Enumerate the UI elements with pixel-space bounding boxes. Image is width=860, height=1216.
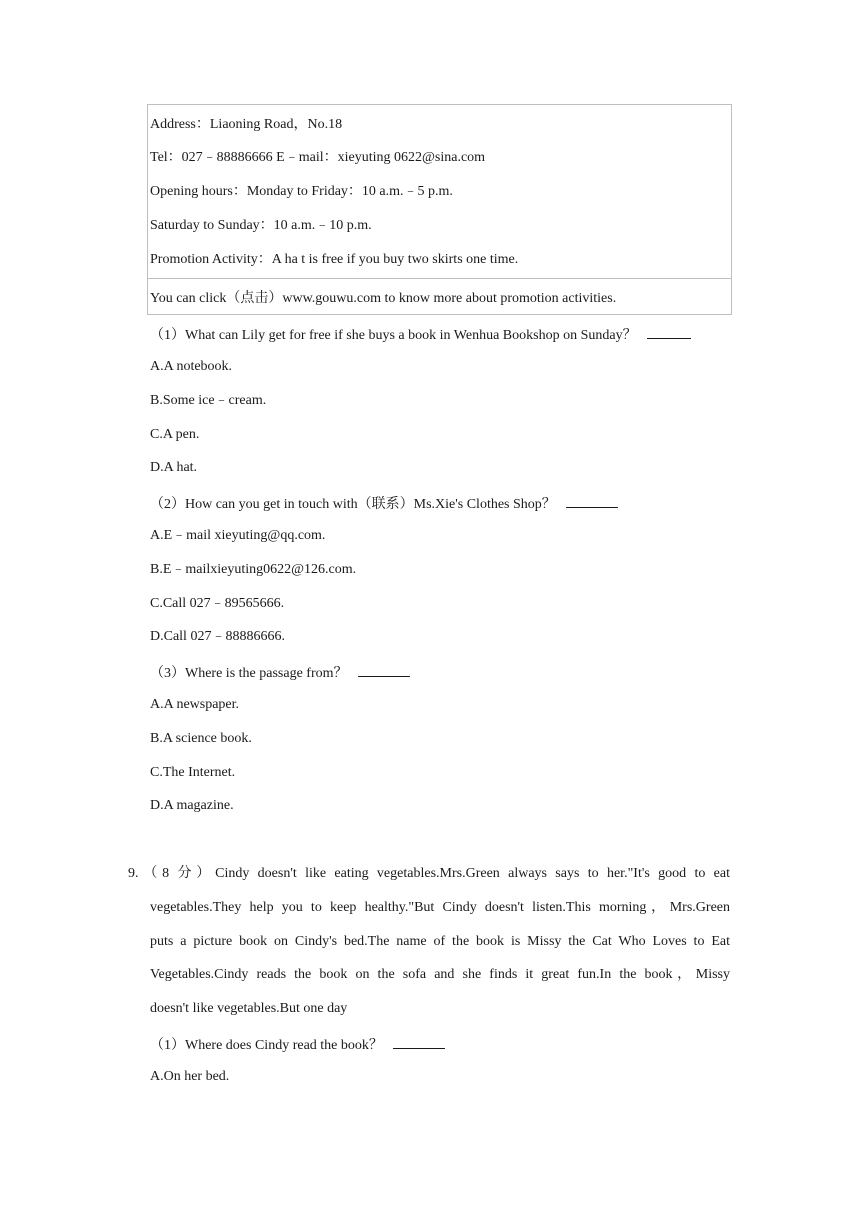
question-3 [150, 662, 410, 683]
passage-line: vegetables.They help you to keep healthy."But Cindy doesn't listen.This morning，Mrs.Green [150, 900, 730, 915]
option: D.Call 027﹣88886666. [150, 629, 285, 644]
question-9-1 [150, 1034, 445, 1055]
question-1 [150, 324, 691, 345]
answer-blank[interactable] [566, 493, 618, 508]
answer-blank[interactable] [647, 324, 691, 339]
ad-promotion: Promotion Activity：A ha t is free if you buy two skirts one time. [150, 252, 519, 267]
option: A.On her bed. [150, 1069, 230, 1084]
ad-address: Address：Liaoning Road，No.18 [150, 117, 343, 132]
question-9-1-stem: （1）Where does Cindy read the book？ [150, 1038, 383, 1053]
question-2 [150, 493, 618, 514]
passage-line: doesn't like vegetables.But one day [150, 1001, 348, 1016]
question-1-stem: （1）What can Lily get for free if she buys a book in Wenhua Bookshop on Sunday？ [150, 328, 637, 343]
ad-contact: Tel：027﹣88886666 E﹣mail：xieyuting 0622@sina.com [150, 150, 486, 165]
ad-info-section [148, 105, 731, 278]
ad-weekend-hours: Saturday to Sunday：10 a.m.﹣10 p.m. [150, 218, 372, 233]
option: B.A science book. [150, 731, 252, 746]
option: A.A notebook. [150, 359, 233, 374]
option: C.A pen. [150, 427, 200, 442]
passage-line: Vegetables.Cindy reads the book on the sofa and she finds it great fun.In the book，Missy [150, 967, 730, 982]
option: C.The Internet. [150, 765, 236, 780]
option: C.Call 027﹣89565666. [150, 596, 285, 611]
option: D.A hat. [150, 460, 198, 475]
option: B.Some ice﹣cream. [150, 393, 267, 408]
advertisement-box [147, 104, 732, 315]
option: D.A magazine. [150, 798, 234, 813]
ad-footer-section [148, 279, 731, 314]
answer-blank[interactable] [358, 662, 410, 677]
option: B.E﹣mailxieyuting0622@126.com. [150, 562, 357, 577]
option: A.E﹣mail xieyuting@qq.com. [150, 528, 326, 543]
answer-blank[interactable] [393, 1034, 445, 1049]
passage-line: 9.（8 分）Cindy doesn't like eating vegetables.Mrs.Green always says to her."It's good to eat [128, 866, 730, 881]
ad-opening-hours: Opening hours：Monday to Friday：10 a.m.﹣5 p.m. [150, 184, 453, 199]
ad-footer: You can click（点击）www.gouwu.com to know more about promotion activities. [150, 291, 617, 306]
question-3-stem: （3）Where is the passage from？ [150, 666, 348, 681]
question-2-stem: （2）How can you get in touch with（联系）Ms.Xie's Clothes Shop？ [150, 497, 556, 512]
option: A.A newspaper. [150, 697, 240, 712]
passage-line: puts a picture book on Cindy's bed.The name of the book is Missy the Cat Who Loves to Eat [150, 934, 730, 949]
